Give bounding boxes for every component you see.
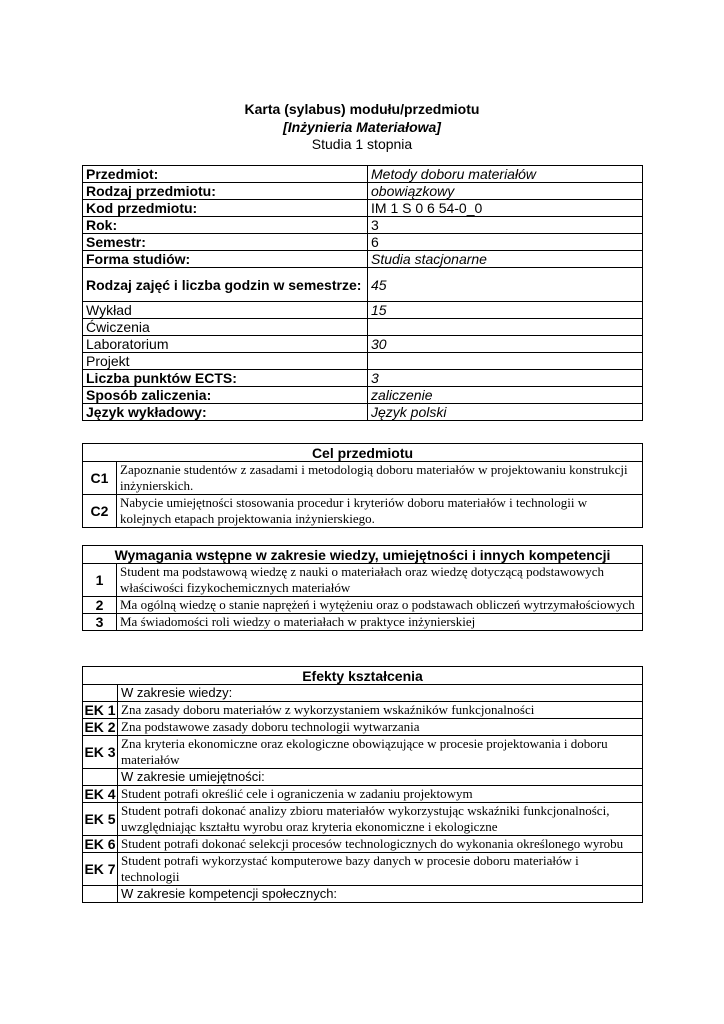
info-label: Liczba punktów ECTS: xyxy=(83,370,368,387)
course-info-table xyxy=(82,165,643,421)
outcome-code: EK 2 xyxy=(84,719,116,735)
table-row xyxy=(83,597,643,614)
info-label: Sposób zaliczenia: xyxy=(83,387,368,404)
outcome-code: EK 6 xyxy=(84,836,116,852)
info-row xyxy=(83,319,643,336)
outcomes-table xyxy=(82,666,643,903)
skills-header: W zakresie umiejętności: xyxy=(118,769,643,786)
info-label: Rok: xyxy=(83,217,368,234)
outcome-text: Zna zasady doboru materiałów z wykorzystaniem wskaźników funkcjonalności xyxy=(118,702,643,719)
page-title: Karta (sylabus) modułu/przedmiotu xyxy=(244,101,480,117)
outcome-text: Zna podstawowe zasady doboru technologii wytwarzania xyxy=(118,719,643,736)
requirements-title: Wymagania wstępne w zakresie wiedzy, umiejętności i innych kompetencji xyxy=(83,546,643,564)
info-label: Wykład xyxy=(83,302,368,319)
requirements-table xyxy=(82,545,643,631)
info-value: Metody doboru materiałów xyxy=(368,166,643,183)
info-row xyxy=(83,217,643,234)
knowledge-header: W zakresie wiedzy: xyxy=(118,685,643,702)
info-label: Rodzaj przedmiotu: xyxy=(83,183,368,200)
info-label: Język wykładowy: xyxy=(83,404,368,421)
requirement-code: 3 xyxy=(83,614,117,631)
info-row xyxy=(83,302,643,319)
info-value: 3 xyxy=(368,370,643,387)
goal-text: Zapoznanie studentów z zasadami i metodologią doboru materiałów w projektowaniu konstrukcji inżynierskich. xyxy=(117,462,643,495)
info-value: 45 xyxy=(368,268,643,302)
info-value: zaliczenie xyxy=(368,387,643,404)
info-value: 3 xyxy=(368,217,643,234)
info-row xyxy=(83,200,643,217)
goal-text: Nabycie umiejętności stosowania procedur i kryteriów doboru materiałów i technologii w kolejnych etapach projektowania inżynierskiego. xyxy=(117,495,643,528)
study-level: Studia 1 stopnia xyxy=(311,136,413,152)
info-label: Projekt xyxy=(83,353,368,370)
outcome-text: Student potrafi określić cele i ograniczenia w zadaniu projektowym xyxy=(118,786,643,803)
info-value: IM 1 S 0 6 54-0_0 xyxy=(368,200,643,217)
info-row xyxy=(83,404,643,421)
info-label: Kod przedmiotu: xyxy=(83,200,368,217)
table-row xyxy=(83,836,643,853)
subject-name: [Inżynieria Materiałowa] xyxy=(283,119,441,135)
table-row xyxy=(83,614,643,631)
info-row xyxy=(83,183,643,200)
goal-code: C2 xyxy=(83,495,117,528)
table-row xyxy=(83,719,643,736)
requirement-text: Ma świadomości roli wiedzy o materiałach w praktyce inżynierskiej xyxy=(117,614,643,631)
table-row xyxy=(83,736,643,769)
goal-code: C1 xyxy=(83,462,117,495)
table-row xyxy=(83,702,643,719)
requirement-text: Student ma podstawową wiedzę z nauki o materiałach oraz wiedzę dotyczącą podstawowych właściwości fizykochemicznych materiałów xyxy=(117,564,643,597)
outcome-code: EK 4 xyxy=(84,786,116,802)
info-value: obowiązkowy xyxy=(368,183,643,200)
info-row xyxy=(83,234,643,251)
requirement-code: 2 xyxy=(83,597,117,614)
info-value: 30 xyxy=(368,336,643,353)
goals-title: Cel przedmiotu xyxy=(83,444,643,462)
info-row xyxy=(83,387,643,404)
info-label: Laboratorium xyxy=(83,336,368,353)
info-value: 6 xyxy=(368,234,643,251)
info-value xyxy=(368,319,643,336)
info-label: Przedmiot: xyxy=(83,166,368,183)
info-row xyxy=(83,336,643,353)
info-value: 15 xyxy=(368,302,643,319)
info-row xyxy=(83,166,643,183)
table-row xyxy=(83,495,643,528)
table-row xyxy=(83,803,643,836)
info-row xyxy=(83,268,643,302)
outcome-code: EK 1 xyxy=(84,702,116,718)
outcome-text: Student potrafi wykorzystać komputerowe bazy danych w procesie doboru materiałów i technologii xyxy=(118,853,643,886)
info-row xyxy=(83,370,643,387)
outcome-code: EK 3 xyxy=(83,736,118,769)
info-value: Język polski xyxy=(368,404,643,421)
info-row xyxy=(83,353,643,370)
info-label: Ćwiczenia xyxy=(83,319,368,336)
requirement-text: Ma ogólną wiedzę o stanie naprężeń i wytężeniu oraz o podstawach obliczeń wytrzymałościowych xyxy=(117,597,643,614)
outcome-text: Student potrafi dokonać analizy zbioru materiałów wykorzystując wskaźniki funkcjonalności, uwzględniając kształtu wyrobu oraz kryteria ekonomiczne i ekologiczne xyxy=(118,803,643,836)
table-row xyxy=(83,564,643,597)
info-label: Forma studiów: xyxy=(83,251,368,268)
requirement-code: 1 xyxy=(83,564,117,597)
table-row xyxy=(83,853,643,886)
info-label: Rodzaj zajęć i liczba godzin w semestrze: xyxy=(83,268,368,302)
table-row xyxy=(83,786,643,803)
goals-table xyxy=(82,443,643,528)
social-header: W zakresie kompetencji społecznych: xyxy=(118,886,643,903)
outcomes-title: Efekty kształcenia xyxy=(83,667,643,685)
outcome-text: Student potrafi dokonać selekcji procesów technologicznych do wykonania określonego wyrobu xyxy=(118,836,643,853)
info-value xyxy=(368,353,643,370)
info-row xyxy=(83,251,643,268)
outcome-code: EK 5 xyxy=(83,803,118,836)
outcome-text: Zna kryteria ekonomiczne oraz ekologiczne obowiązujące w procesie projektowania i doboru materiałów xyxy=(118,736,643,769)
info-label: Semestr: xyxy=(83,234,368,251)
table-row xyxy=(83,462,643,495)
outcome-code: EK 7 xyxy=(83,853,118,886)
info-value: Studia stacjonarne xyxy=(368,251,643,268)
